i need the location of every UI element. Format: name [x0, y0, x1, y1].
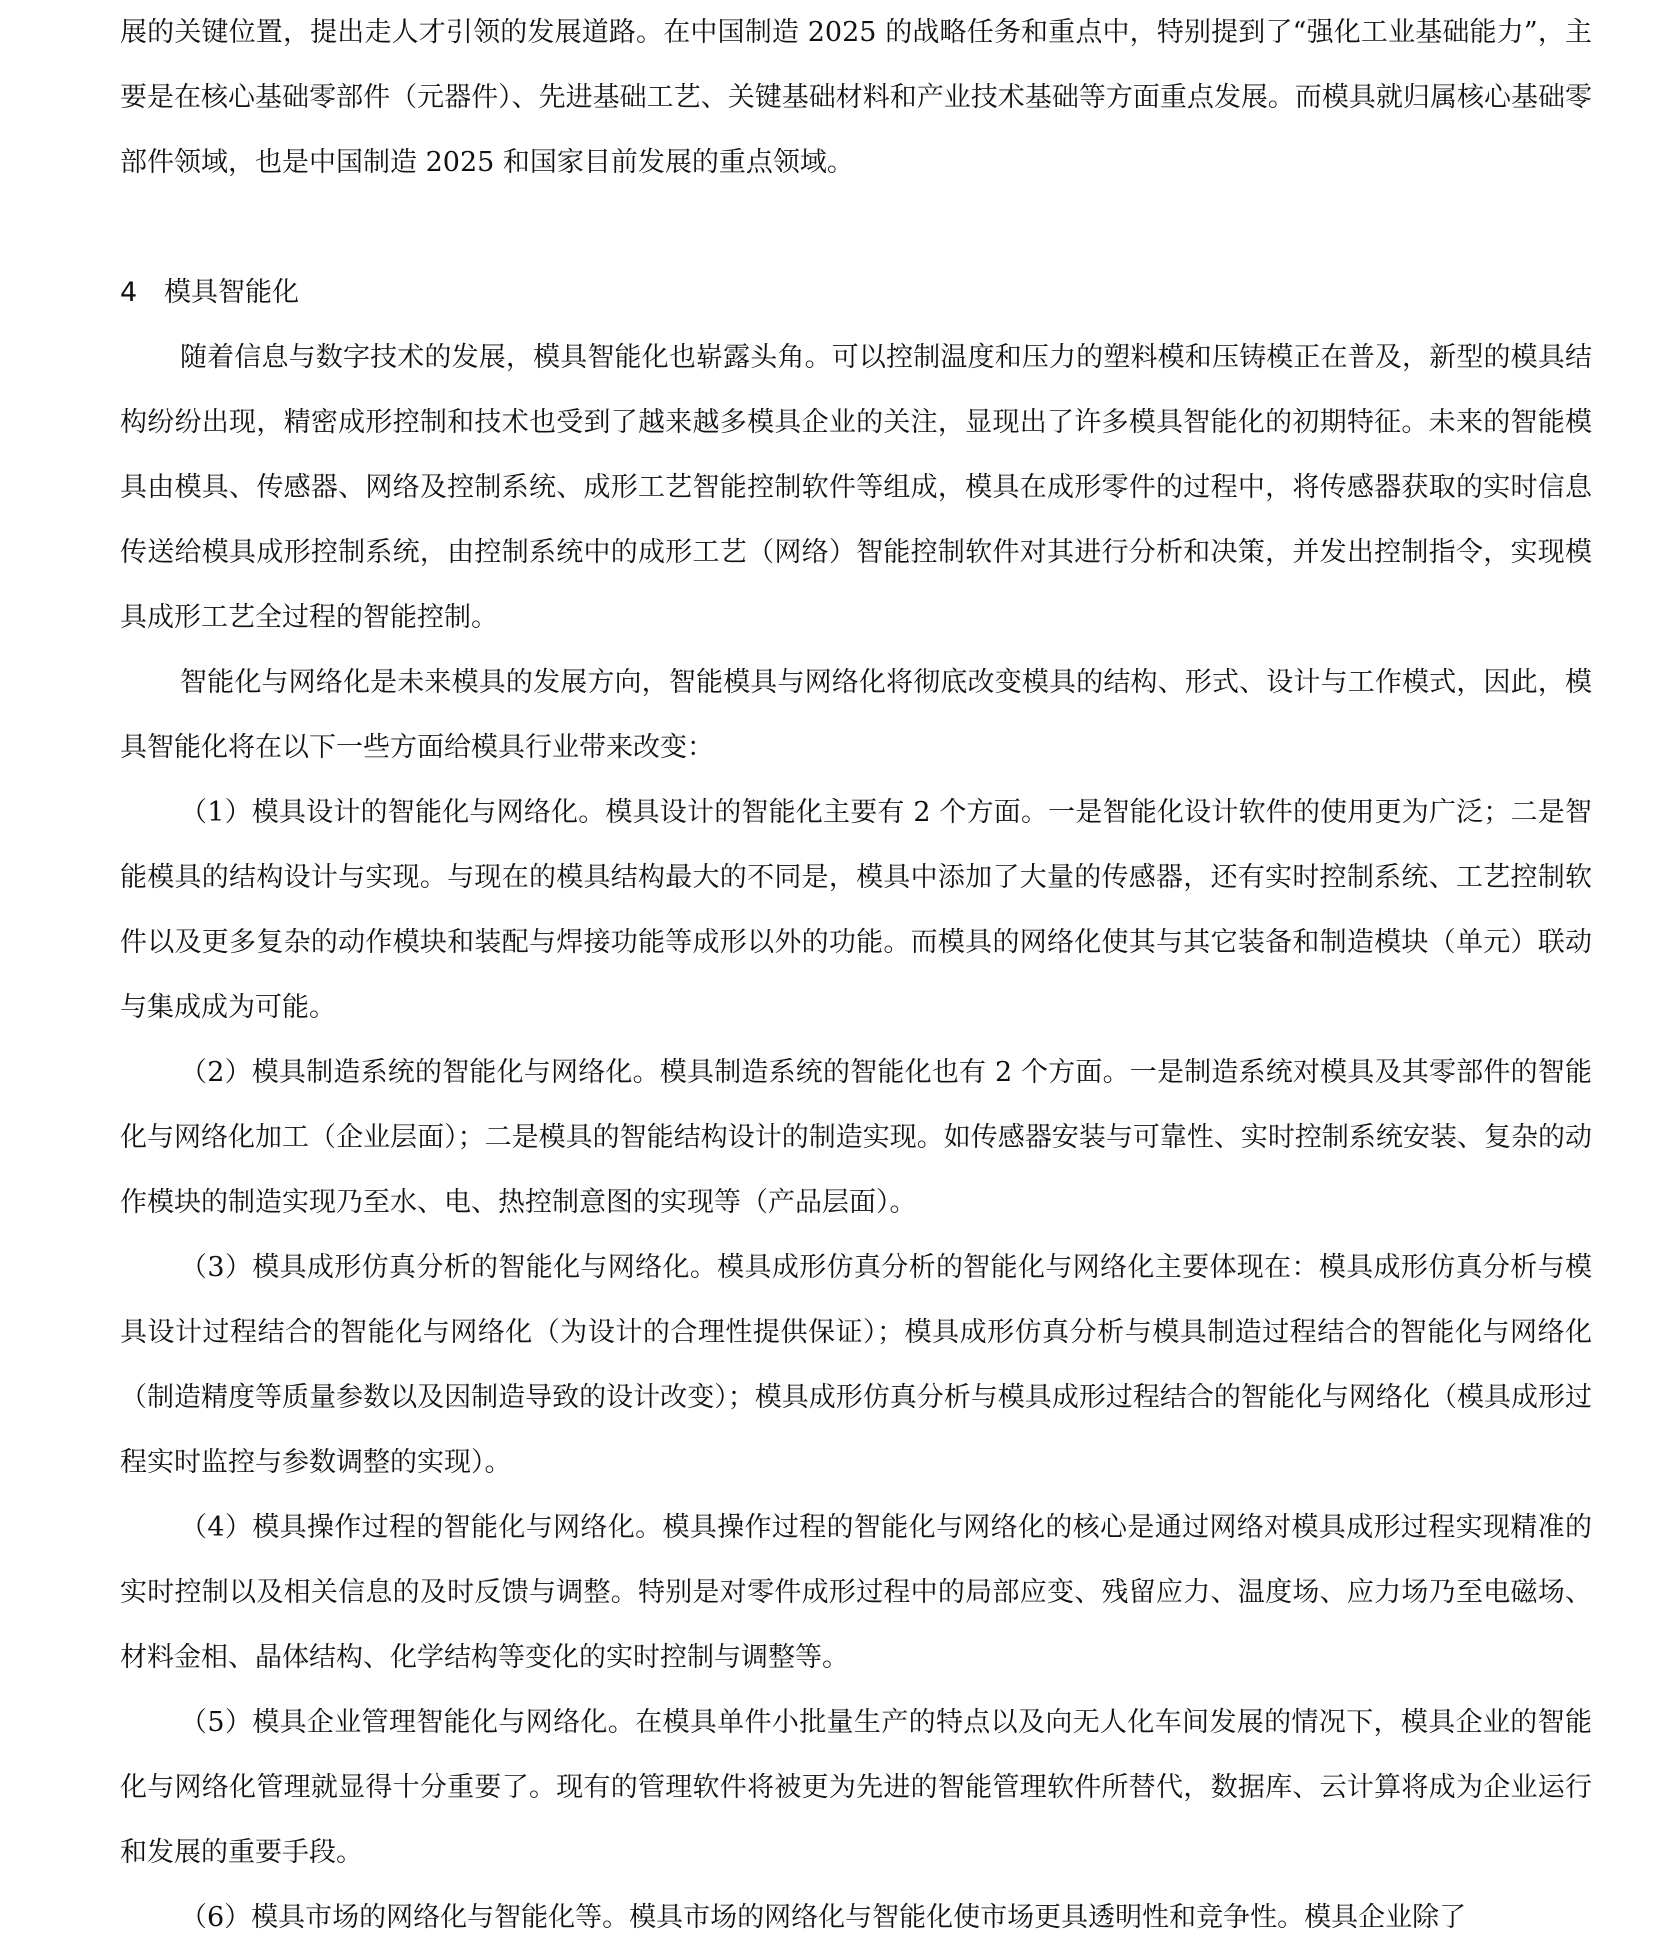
- list-item-paragraph: （5）模具企业管理智能化与网络化。在模具单件小批量生产的特点以及向无人化车间发展的情况下，模具企业的智能化与网络化管理就显得十分重要了。现有的管理软件将被更为先进的智能管理软件所替代，数据库、云计算将成为企业运行和发展的重要手段。: [120, 1707, 1592, 1868]
- paragraph-continued: 展的关键位置，提出走人才引领的发展道路。在中国制造 2025 的战略任务和重点中，特别提到了“强化工业基础能力”，主要是在核心基础零部件（元器件）、先进基础工艺、关键基础材料和产业技术基础等方面重点发展。而模具就归属核心基础零部件领域，也是中国制造 2025 和国家目前发展的重点领域。: [120, 17, 1592, 178]
- paragraph: 智能化与网络化是未来模具的发展方向，智能模具与网络化将彻底改变模具的结构、形式、设计与工作模式，因此，模具智能化将在以下一些方面给模具行业带来改变：: [120, 667, 1592, 763]
- list-item-paragraph: （3）模具成形仿真分析的智能化与网络化。模具成形仿真分析的智能化与网络化主要体现在：模具成形仿真分析与模具设计过程结合的智能化与网络化（为设计的合理性提供保证）；模具成形仿真分析与模具制造过程结合的智能化与网络化（制造精度等质量参数以及因制造导致的设计改变）；模具成形仿真分析与模具成形过程结合的智能化与网络化（模具成形过程实时监控与参数调整的实现）。: [120, 1252, 1592, 1478]
- list-item-paragraph: （6）模具市场的网络化与智能化等。模具市场的网络化与智能化使市场更具透明性和竞争性。模具企业除了: [180, 1902, 1467, 1933]
- section-title: 模具智能化: [164, 277, 299, 308]
- paragraph: 随着信息与数字技术的发展，模具智能化也崭露头角。可以控制温度和压力的塑料模和压铸模正在普及，新型的模具结构纷纷出现，精密成形控制和技术也受到了越来越多模具企业的关注，显现出了许多模具智能化的初期特征。未来的智能模具由模具、传感器、网络及控制系统、成形工艺智能控制软件等组成，模具在成形零件的过程中，将传感器获取的实时信息传送给模具成形控制系统，由控制系统中的成形工艺（网络）智能控制软件对其进行分析和决策，并发出控制指令，实现模具成形工艺全过程的智能控制。: [120, 342, 1592, 633]
- document-page: [120, 0, 1592, 1950]
- list-item-paragraph: （2）模具制造系统的智能化与网络化。模具制造系统的智能化也有 2 个方面。一是制造系统对模具及其零部件的智能化与网络化加工（企业层面）；二是模具的智能结构设计的制造实现。如传感器安装与可靠性、实时控制系统安装、复杂的动作模块的制造实现乃至水、电、热控制意图的实现等（产品层面）。: [120, 1057, 1592, 1218]
- section-heading: [120, 260, 1592, 325]
- list-item-paragraph: （1）模具设计的智能化与网络化。模具设计的智能化主要有 2 个方面。一是智能化设计软件的使用更为广泛；二是智能模具的结构设计与实现。与现在的模具结构最大的不同是，模具中添加了大量的传感器，还有实时控制系统、工艺控制软件以及更多复杂的动作模块和装配与焊接功能等成形以外的功能。而模具的网络化使其与其它装备和制造模块（单元）联动与集成成为可能。: [120, 797, 1592, 1023]
- section-spacer: [120, 195, 1592, 260]
- section-number: 4: [120, 277, 138, 308]
- list-item-paragraph: （4）模具操作过程的智能化与网络化。模具操作过程的智能化与网络化的核心是通过网络对模具成形过程实现精准的实时控制以及相关信息的及时反馈与调整。特别是对零件成形过程中的局部应变、残留应力、温度场、应力场乃至电磁场、材料金相、晶体结构、化学结构等变化的实时控制与调整等。: [120, 1512, 1592, 1673]
